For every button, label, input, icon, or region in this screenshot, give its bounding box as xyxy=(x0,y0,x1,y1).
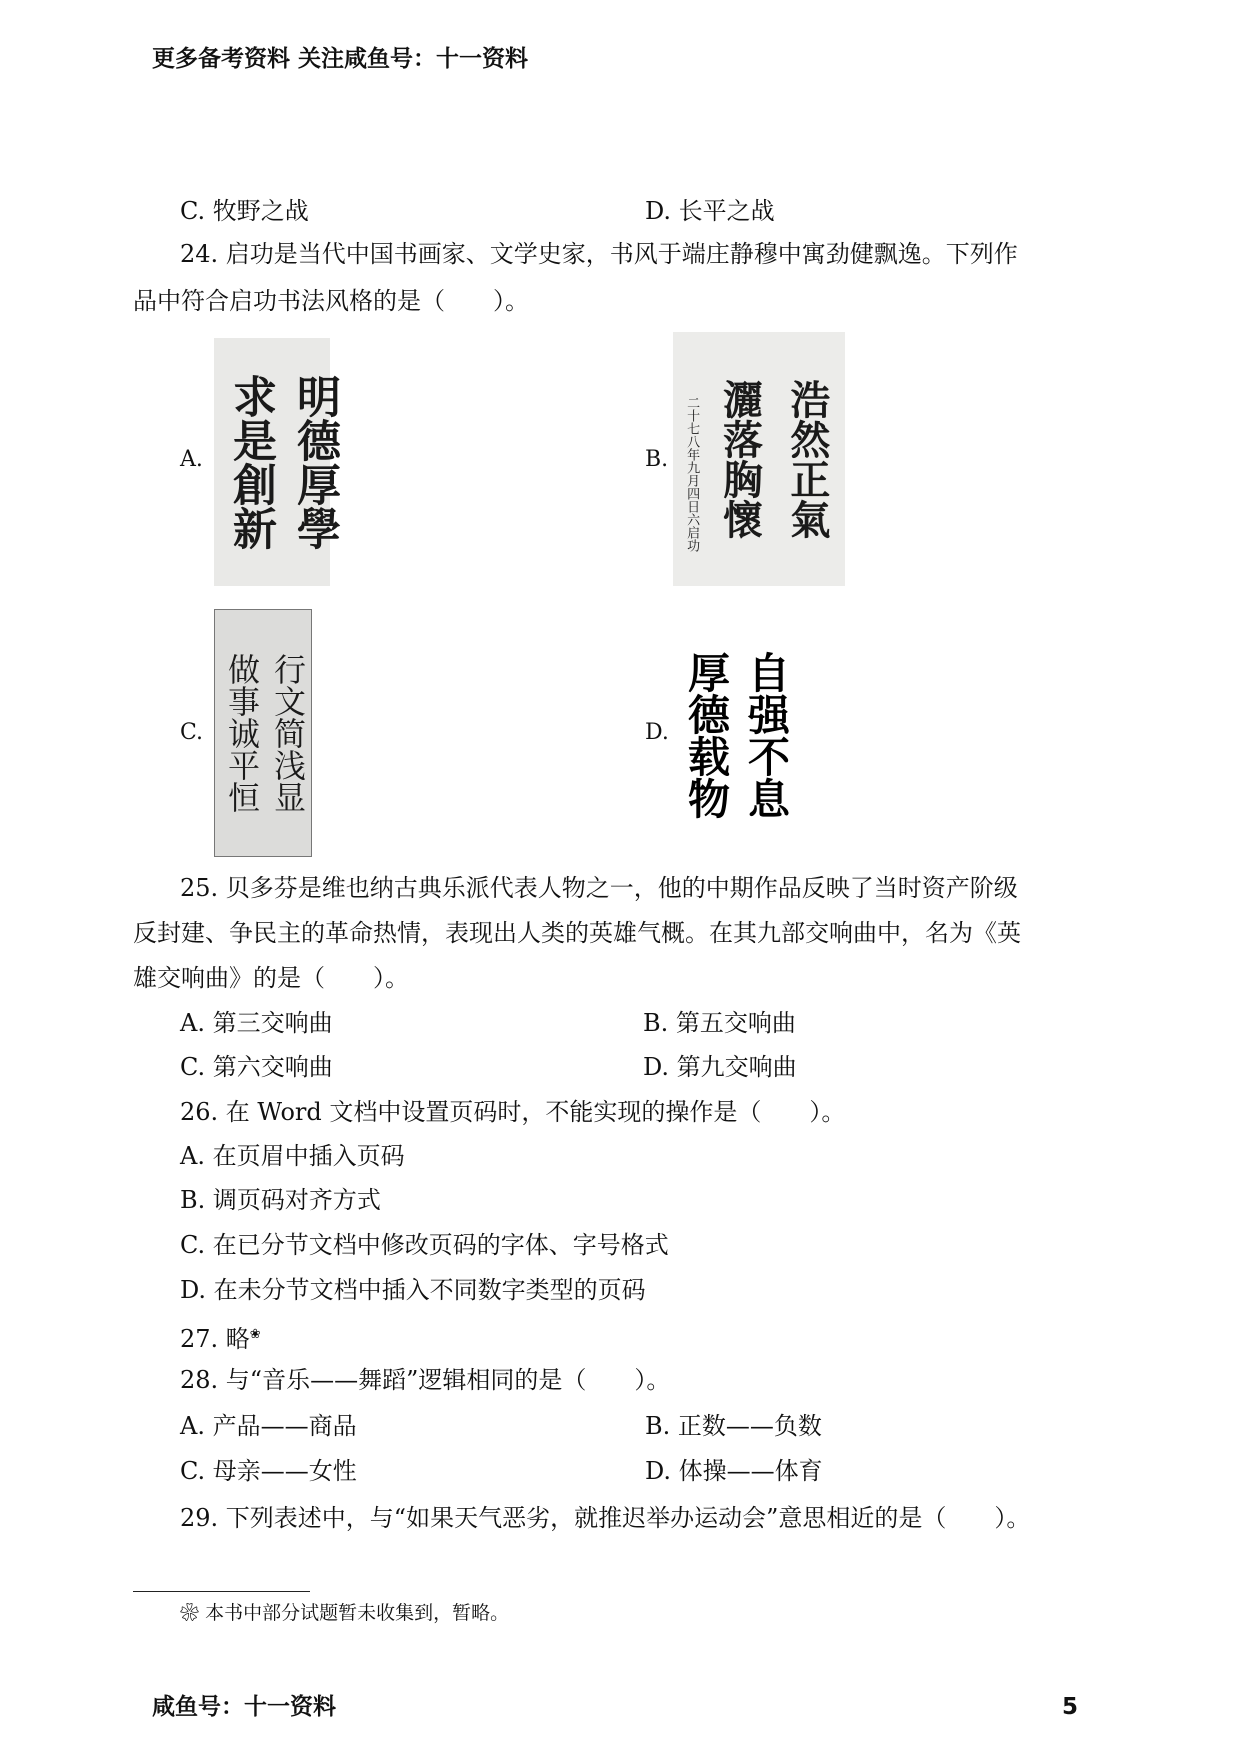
calligraphy-col: 厚德载物 xyxy=(682,650,731,819)
q24-stem-line2: 品中符合启功书法风格的是（ ）。 xyxy=(133,287,529,315)
footnote-mark-icon: ❀ xyxy=(249,1327,261,1342)
footer-note: 咸鱼号：十一资料 xyxy=(152,1694,336,1720)
q25-stem-line1: 25. 贝多芬是维也纳古典乐派代表人物之一，他的中期作品反映了当时资产阶级 xyxy=(180,874,1018,902)
q23-option-c: C. 牧野之战 xyxy=(180,197,309,225)
calligraphy-col: 求是創新 xyxy=(225,374,276,550)
q25-option-a: A. 第三交响曲 xyxy=(180,1009,333,1037)
q25-option-d: D. 第九交响曲 xyxy=(643,1053,797,1081)
q29-stem: 29. 下列表述中，与“如果天气恶劣，就推迟举办运动会”意思相近的是（ ）。 xyxy=(180,1504,1031,1532)
calligraphy-col: 浩然正氣 xyxy=(783,379,831,539)
q25-stem-line2: 反封建、争民主的革命热情，表现出人类的英雄气概。在其九部交响曲中，名为《英 xyxy=(133,919,1021,947)
calligraphy-image-c xyxy=(214,609,312,857)
q24-a-label: A. xyxy=(180,447,203,472)
footnote xyxy=(180,1598,509,1628)
q28-option-c: C. 母亲——女性 xyxy=(180,1457,357,1485)
header-note: 更多备考资料 关注咸鱼号：十一资料 xyxy=(152,46,529,72)
q26-option-c: C. 在已分节文档中修改页码的字体、字号格式 xyxy=(180,1231,669,1259)
calligraphy-image-b xyxy=(673,332,845,586)
q26-option-b: B. 调页码对齐方式 xyxy=(180,1186,381,1214)
calligraphy-col: 灑落胸懷 xyxy=(716,379,764,539)
calligraphy-inscription: 二十七八年九月四日六启功 xyxy=(684,396,700,552)
q28-option-a: A. 产品——商品 xyxy=(180,1412,357,1440)
q26-option-d: D. 在未分节文档中插入不同数字类型的页码 xyxy=(180,1276,646,1304)
footnote-text: 本书中部分试题暂未收集到，暂略。 xyxy=(205,1602,510,1624)
q24-b-label: B. xyxy=(645,447,669,472)
q24-c-label: C. xyxy=(180,720,204,745)
q24-stem-line1: 24. 启功是当代中国书画家、文学史家，书风于端庄静穆中寓劲健飘逸。下列作 xyxy=(180,240,1018,268)
q26-stem: 26. 在 Word 文档中设置页码时，不能实现的操作是（ ）。 xyxy=(180,1098,846,1126)
q25-stem-line3: 雄交响曲》的是（ ）。 xyxy=(133,964,409,992)
calligraphy-col: 明德厚學 xyxy=(289,374,340,550)
q27-stem xyxy=(180,1320,261,1354)
calligraphy-col: 行文简浅显 xyxy=(269,653,307,813)
page-number: 5 xyxy=(1062,1694,1079,1720)
q26-option-a: A. 在页眉中插入页码 xyxy=(180,1142,405,1170)
q25-option-c: C. 第六交响曲 xyxy=(180,1053,333,1081)
calligraphy-col: 做事诚平恒 xyxy=(223,653,261,813)
q28-stem: 28. 与“音乐——舞蹈”逻辑相同的是（ ）。 xyxy=(180,1366,671,1394)
q23-option-d: D. 长平之战 xyxy=(645,197,775,225)
footnote-mark-icon: ❀ xyxy=(180,1602,200,1624)
calligraphy-image-d xyxy=(676,618,791,851)
q25-option-b: B. 第五交响曲 xyxy=(643,1009,796,1037)
q28-option-d: D. 体操——体育 xyxy=(645,1457,823,1485)
q24-d-label: D. xyxy=(645,720,669,745)
q28-option-b: B. 正数——负数 xyxy=(645,1412,822,1440)
footnote-divider xyxy=(133,1591,310,1592)
calligraphy-image-a xyxy=(214,338,340,586)
calligraphy-col: 自强不息 xyxy=(742,650,791,819)
q27-text: 27. 略 xyxy=(180,1325,250,1353)
